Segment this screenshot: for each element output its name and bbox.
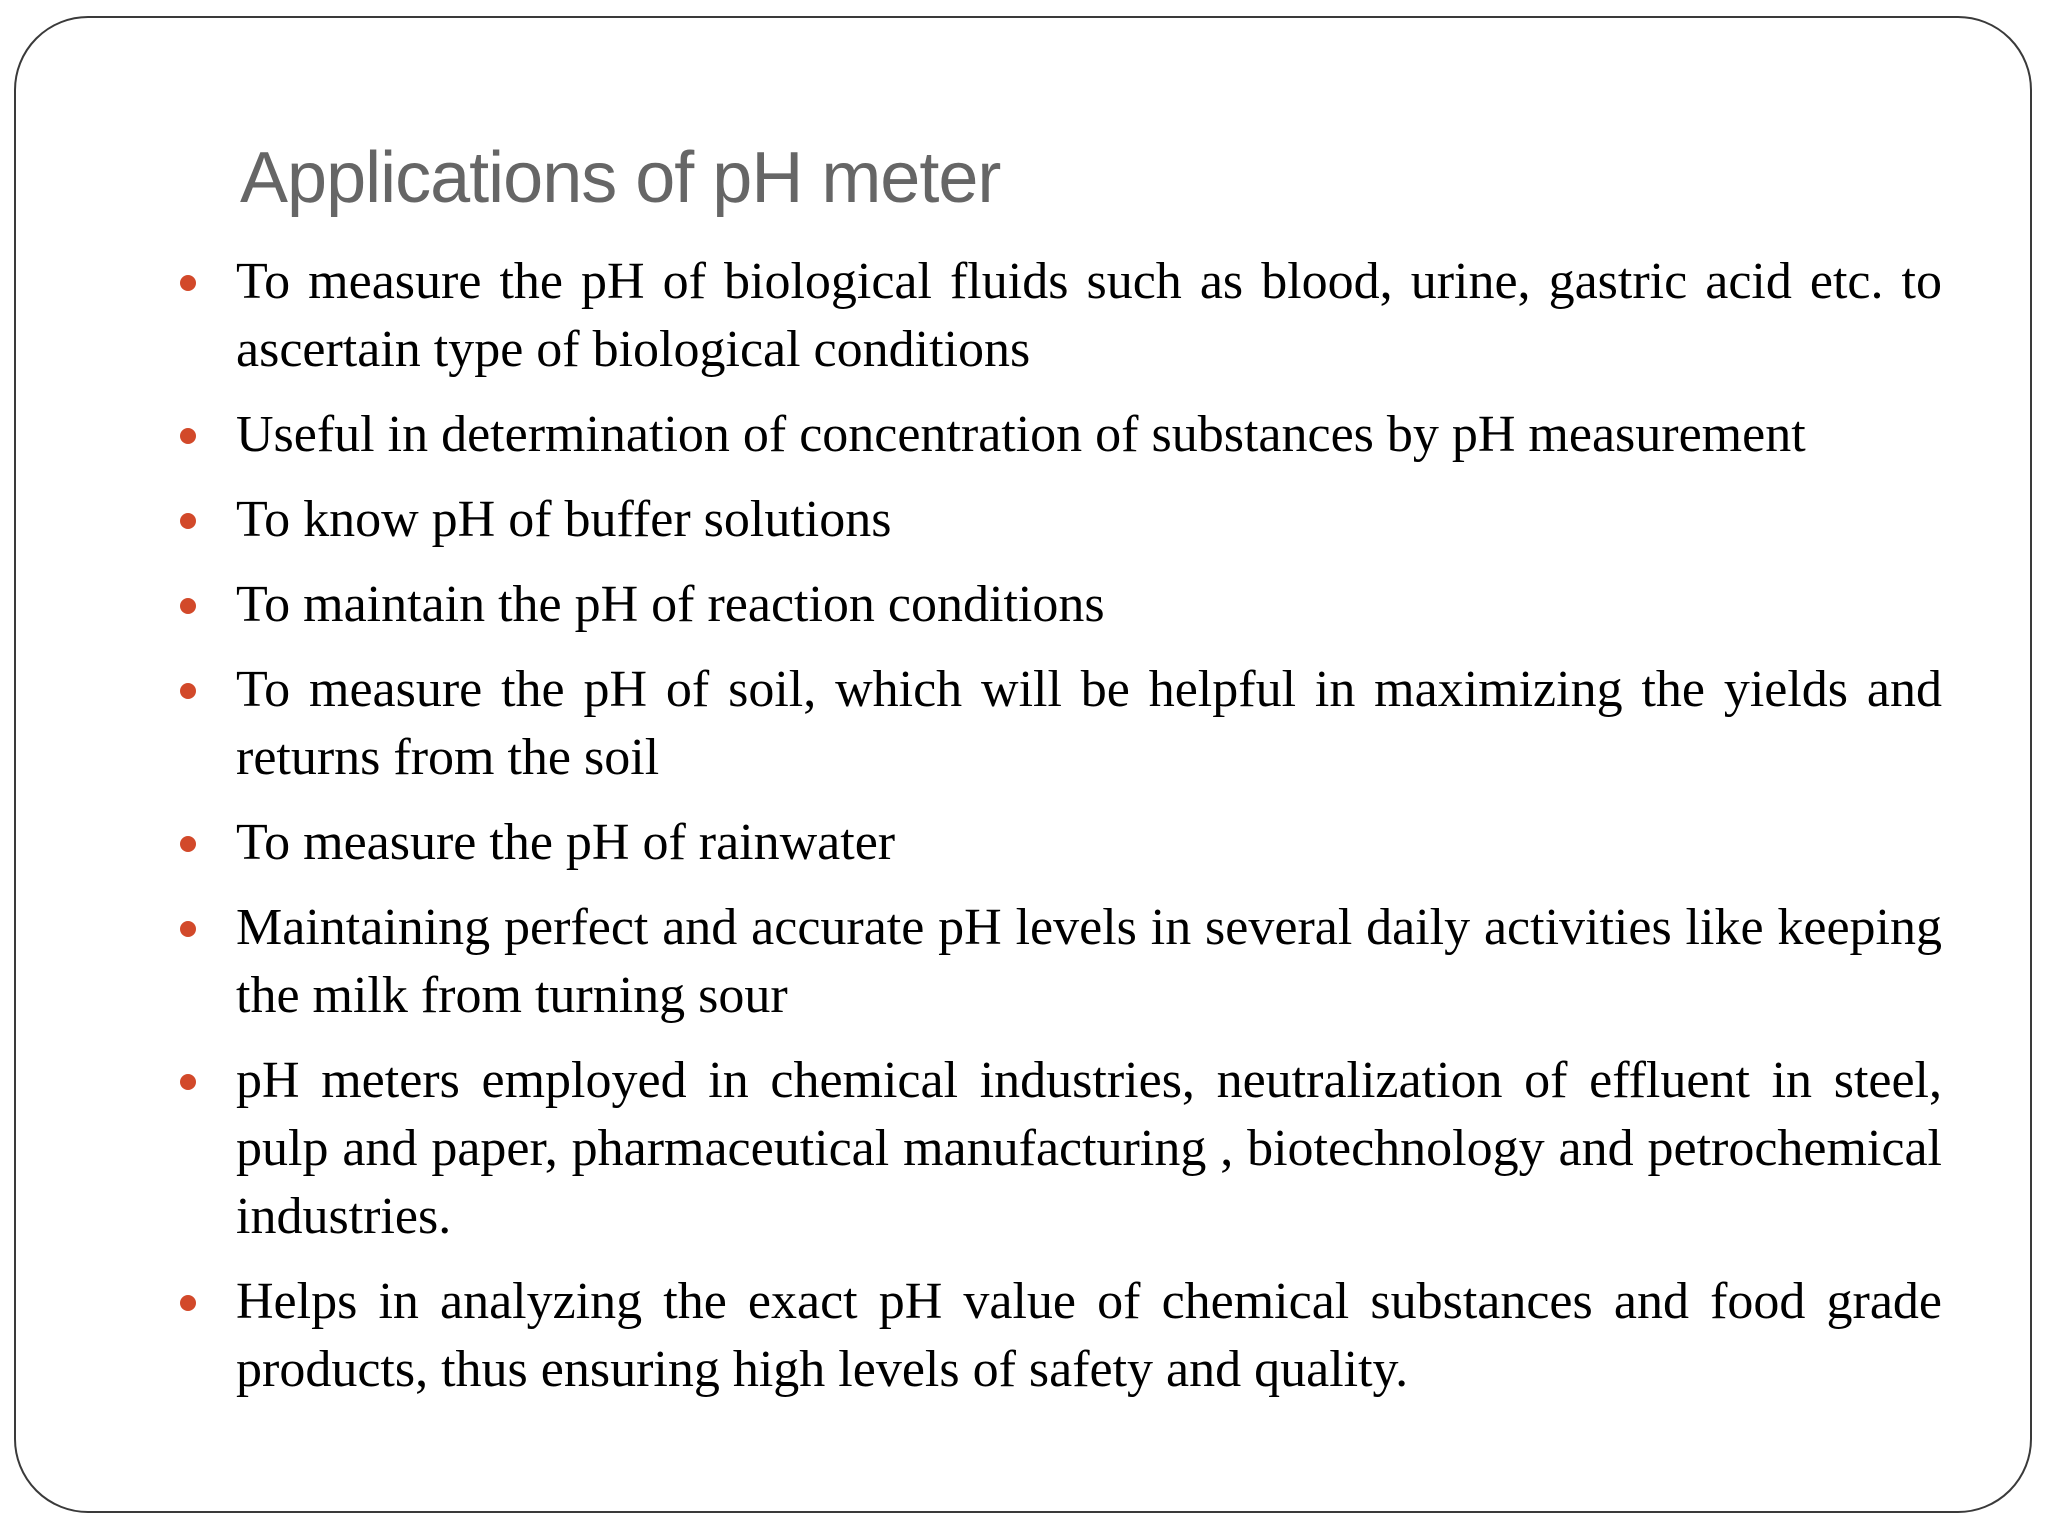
bullet-text: To maintain the pH of reaction conditions [236, 576, 1105, 633]
list-item [236, 248, 1942, 384]
list-item [236, 1268, 1942, 1404]
slide-frame [14, 16, 2032, 1513]
bullet-text: To measure the pH of soil, which will be helpful in maximizing the yields and returns from the soil [236, 661, 1942, 786]
bullet-text: Maintaining perfect and accurate pH levels in several daily activities like keeping the milk from turning sour [236, 899, 1942, 1024]
slide-title: Applications of pH meter [240, 138, 1001, 218]
list-item [236, 894, 1942, 1030]
bullet-text: To measure the pH of biological fluids such as blood, urine, gastric acid etc. to ascertain type of biological conditions [236, 253, 1942, 378]
bullet-dot-icon [180, 1074, 196, 1090]
bullet-dot-icon [180, 836, 196, 852]
bullet-dot-icon [180, 921, 196, 937]
bullet-dot-icon [180, 683, 196, 699]
list-item [236, 486, 1942, 554]
bullet-dot-icon [180, 428, 196, 444]
bullet-dot-icon [180, 513, 196, 529]
list-item [236, 809, 1942, 877]
bullet-text: To measure the pH of rainwater [236, 814, 896, 871]
bullet-dot-icon [180, 598, 196, 614]
bullet-text: To know pH of buffer solutions [236, 491, 892, 548]
bullet-dot-icon [180, 1295, 196, 1311]
bullet-text: Useful in determination of concentration of substances by pH measurement [236, 406, 1806, 463]
bullet-list [236, 248, 1942, 1421]
bullet-text: pH meters employed in chemical industries, neutralization of effluent in steel, pulp and paper, pharmaceutical manufacturing , biotechnology and petrochemical industries. [236, 1052, 1942, 1245]
list-item [236, 401, 1942, 469]
list-item [236, 656, 1942, 792]
list-item [236, 571, 1942, 639]
bullet-dot-icon [180, 275, 196, 291]
list-item [236, 1047, 1942, 1251]
bullet-text: Helps in analyzing the exact pH value of chemical substances and food grade products, thus ensuring high levels of safety and quality. [236, 1273, 1942, 1398]
